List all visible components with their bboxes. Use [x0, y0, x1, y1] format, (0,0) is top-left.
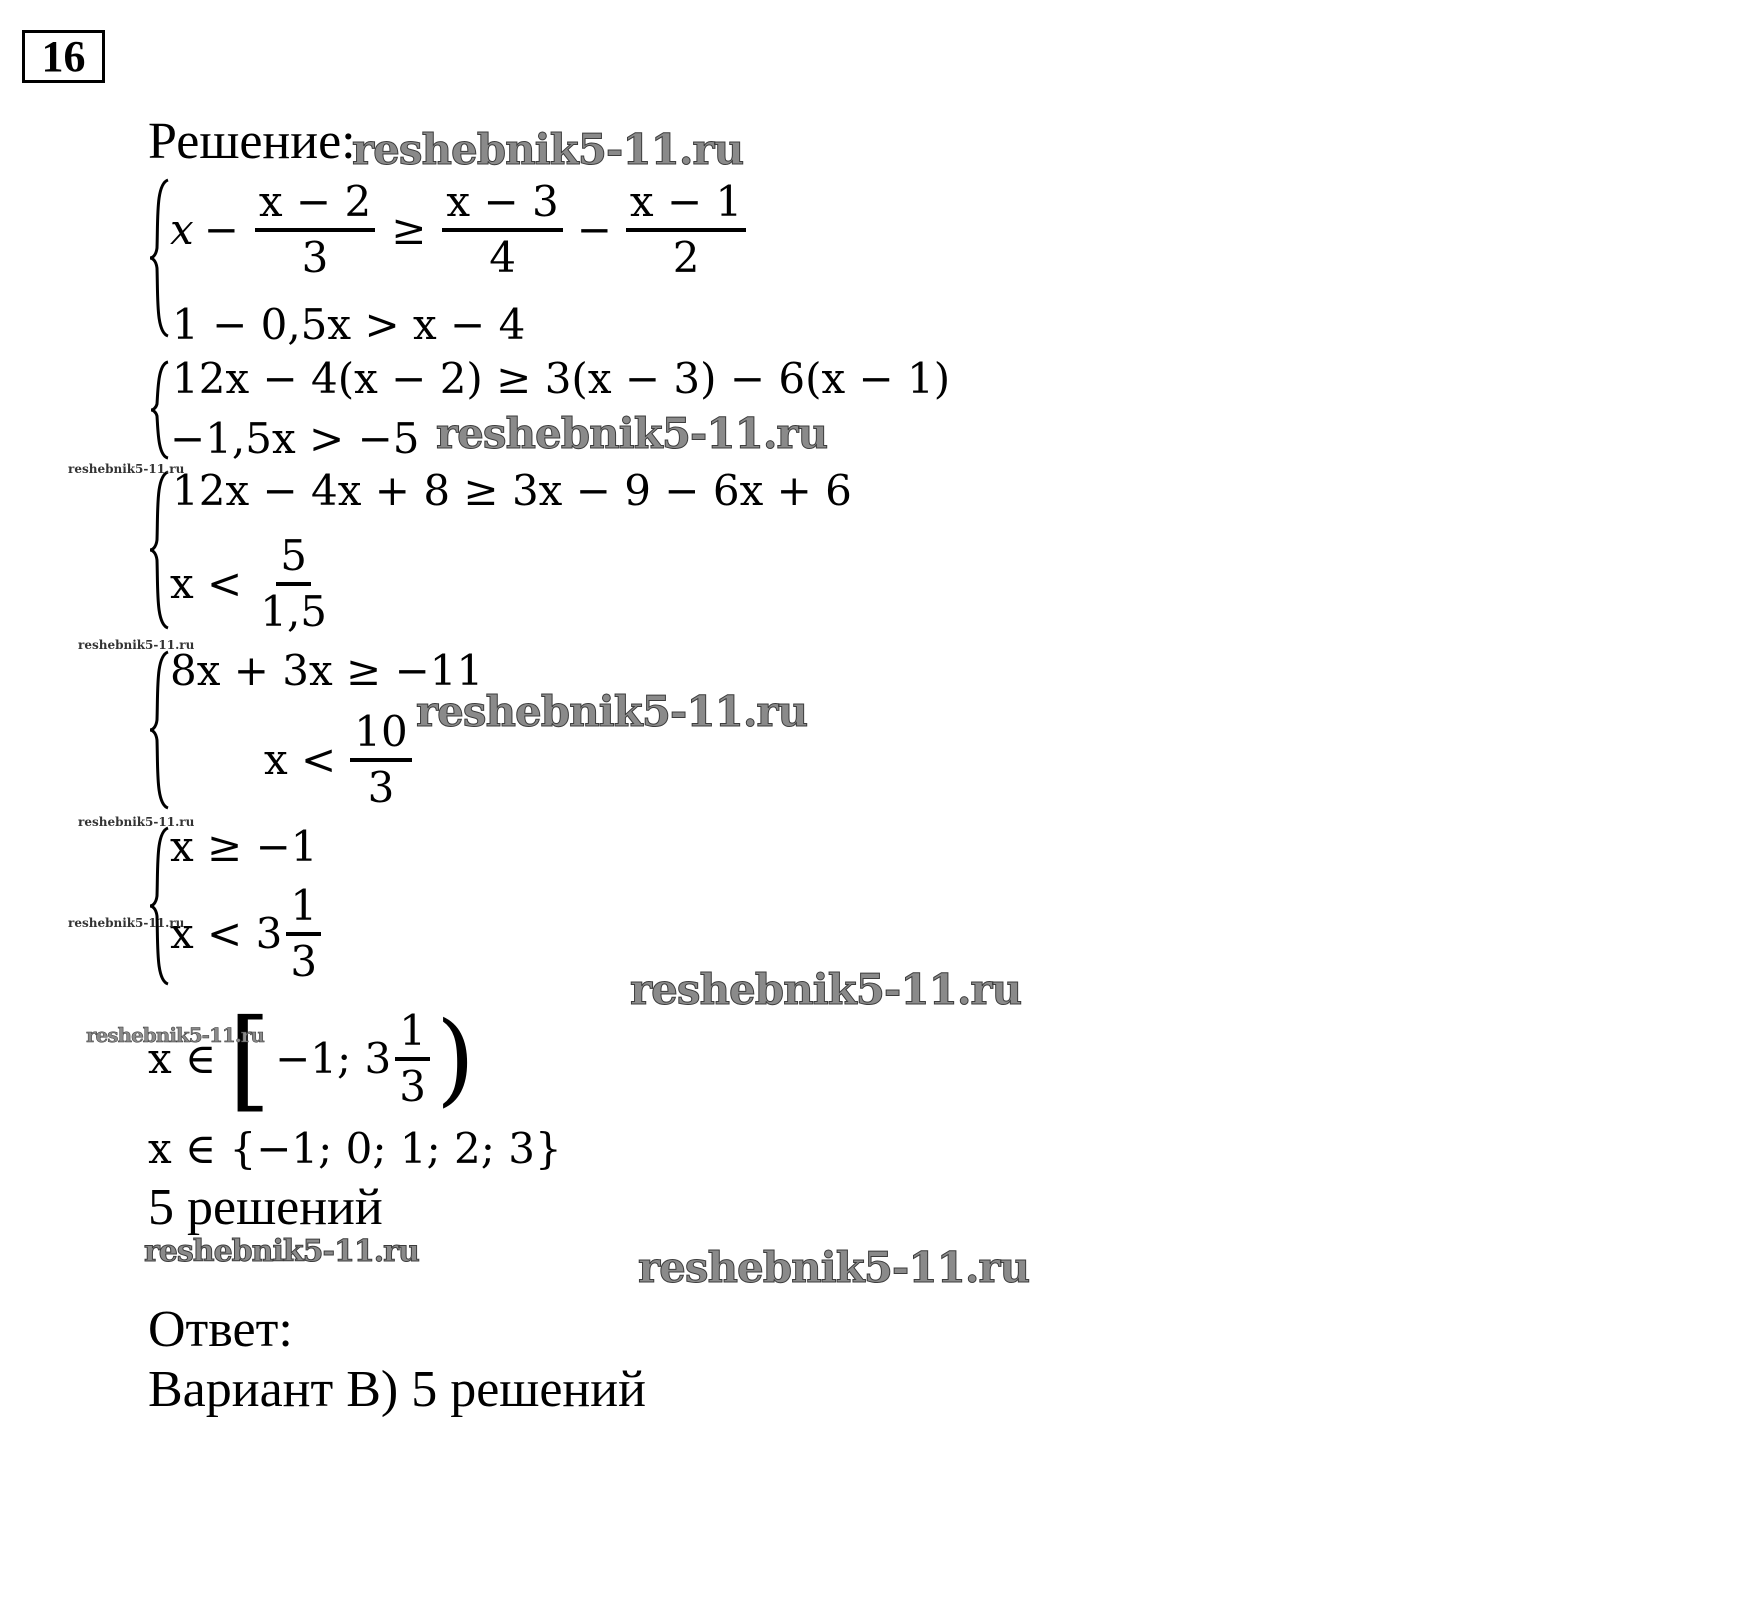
step4-frac-den: 3: [367, 763, 395, 812]
step3-frac: [256, 530, 331, 638]
interval-frac: [395, 1005, 430, 1113]
step3-line2: [170, 530, 337, 638]
interval-line: [148, 995, 475, 1123]
watermark: reshebnik5-11.ru: [144, 1234, 419, 1269]
interval-lhs: x ∈: [148, 1034, 217, 1083]
system-brace-4: [148, 650, 170, 810]
step4-frac-num: 10: [350, 706, 411, 762]
watermark: reshebnik5-11.ru: [630, 965, 1022, 1014]
step5-line1: x ≥ −1: [170, 822, 318, 871]
watermark: reshebnik5-11.ru: [68, 916, 185, 930]
interval-open-bracket: [: [228, 995, 272, 1123]
answer-label: Ответ:: [148, 1301, 293, 1358]
step1-minus2: −: [576, 205, 612, 254]
watermark: reshebnik5-11.ru: [78, 815, 195, 829]
system-brace-3: [148, 470, 170, 630]
step1-frac1-den: 3: [301, 233, 329, 282]
watermark: reshebnik5-11.ru: [416, 687, 808, 736]
watermark: reshebnik5-11.ru: [638, 1243, 1030, 1292]
step5-line2: [170, 880, 327, 988]
step1-frac2-num: x − 3: [442, 176, 562, 232]
step3-line1: 12x − 4x + 8 ≥ 3x − 9 − 6x + 6: [172, 466, 852, 515]
step1-frac3-num: x − 1: [626, 176, 746, 232]
interval-close-paren: ): [435, 1000, 475, 1117]
interval-frac-num: 1: [395, 1005, 430, 1061]
system-brace-1: [148, 178, 170, 338]
answer-text: Вариант В) 5 решений: [148, 1361, 646, 1418]
watermark: reshebnik5-11.ru: [352, 125, 744, 174]
step1-frac3-den: 2: [672, 233, 700, 282]
step3-frac-num: 5: [276, 530, 311, 586]
step1-line2: 1 − 0,5x > x − 4: [172, 300, 526, 349]
watermark: reshebnik5-11.ru: [68, 462, 185, 476]
step1-frac3: [626, 176, 746, 284]
watermark: reshebnik5-11.ru: [436, 409, 828, 458]
step2-line2: −1,5x > −5: [170, 414, 420, 463]
step3-lhs: x <: [170, 559, 243, 608]
step5-lhs: x < 3: [170, 909, 283, 958]
step1-minus1: −: [203, 205, 239, 254]
step1-line1: [170, 176, 752, 284]
interval-content: −1; 3: [275, 1034, 392, 1083]
step1-frac2-den: 4: [489, 233, 516, 282]
task-number-box: 16: [22, 30, 105, 83]
integer-set: x ∈ {−1; 0; 1; 2; 3}: [148, 1124, 562, 1173]
interval-frac-den: 3: [399, 1062, 426, 1111]
solution-count: 5 решений: [148, 1179, 383, 1236]
step1-frac2: [442, 176, 562, 284]
step4-line2: [264, 706, 418, 814]
step1-x: x: [170, 205, 194, 254]
system-brace-2: [148, 360, 170, 460]
solution-label: Решение:: [148, 113, 356, 170]
step1-frac1: [255, 176, 375, 284]
watermark: reshebnik5-11.ru: [78, 638, 195, 652]
watermark: reshebnik5-11.ru: [86, 1023, 264, 1047]
step1-frac1-num: x − 2: [255, 176, 375, 232]
step3-frac-den: 1,5: [260, 587, 328, 636]
step4-line1: 8x + 3x ≥ −11: [170, 646, 484, 695]
system-brace-5: [148, 826, 170, 986]
step4-lhs: x <: [264, 735, 337, 784]
step4-frac: [350, 706, 411, 814]
step2-line1: 12x − 4(x − 2) ≥ 3(x − 3) − 6(x − 1): [172, 354, 951, 403]
step1-ge: ≥: [391, 205, 427, 254]
step5-frac: [286, 880, 321, 988]
step5-frac-num: 1: [286, 880, 321, 936]
step5-frac-den: 3: [290, 937, 318, 986]
